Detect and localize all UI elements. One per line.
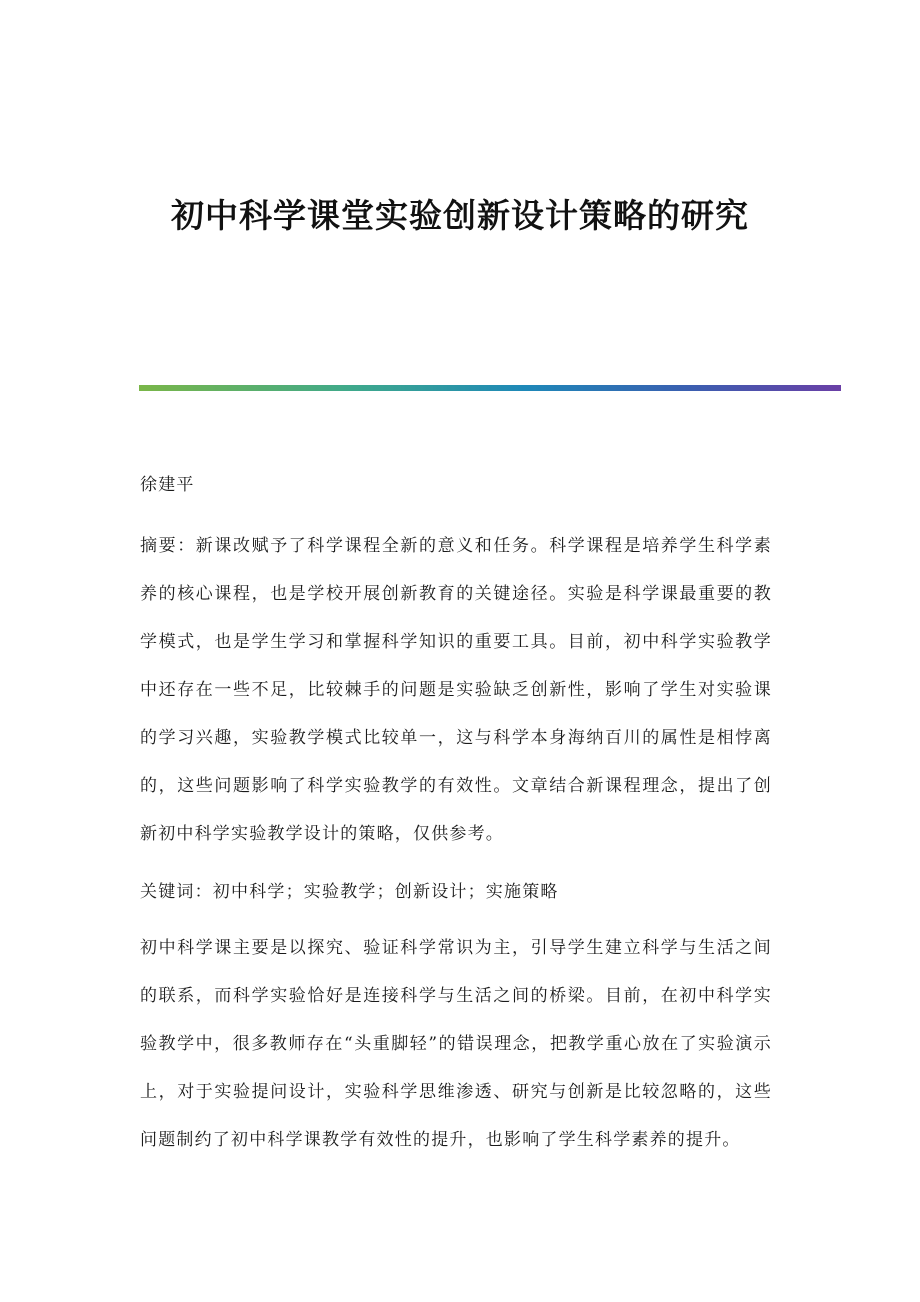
body-paragraph: 初中科学课主要是以探究、验证科学常识为主，引导学生建立科学与生活之间的联系，而科学实验恰好是连接科学与生活之间的桥梁。目前，在初中科学实验教学中，很多教师存在“头重脚轻”的错误理念，把教学重心放在了实验演示上，对于实验提问设计，实验科学思维渗透、研究与创新是比较忽略的，这些问题制约了初中科学课教学有效性的提升，也影响了学生科学素养的提升。 <box>140 938 772 1150</box>
document-body <box>140 470 772 1174</box>
keywords-line: 关键词：初中科学；实验教学；创新设计；实施策略 <box>140 882 559 902</box>
document-title: 初中科学课堂实验创新设计策略的研究 <box>171 196 749 235</box>
author-name: 徐建平 <box>140 475 195 495</box>
abstract-paragraph: 摘要：新课改赋予了科学课程全新的意义和任务。科学课程是培养学生科学素养的核心课程，也是学校开展创新教育的关键途径。实验是科学课最重要的教学模式，也是学生学习和掌握科学知识的重要工具。目前，初中科学实验教学中还存在一些不足，比较棘手的问题是实验缺乏创新性，影响了学生对实验课的学习兴趣，实验教学模式比较单一，这与科学本身海纳百川的属性是相悖离的，这些问题影响了科学实验教学的有效性。文章结合新课程理念，提出了创新初中科学实验教学设计的策略，仅供参考。 <box>140 536 772 844</box>
title-divider <box>139 385 841 391</box>
